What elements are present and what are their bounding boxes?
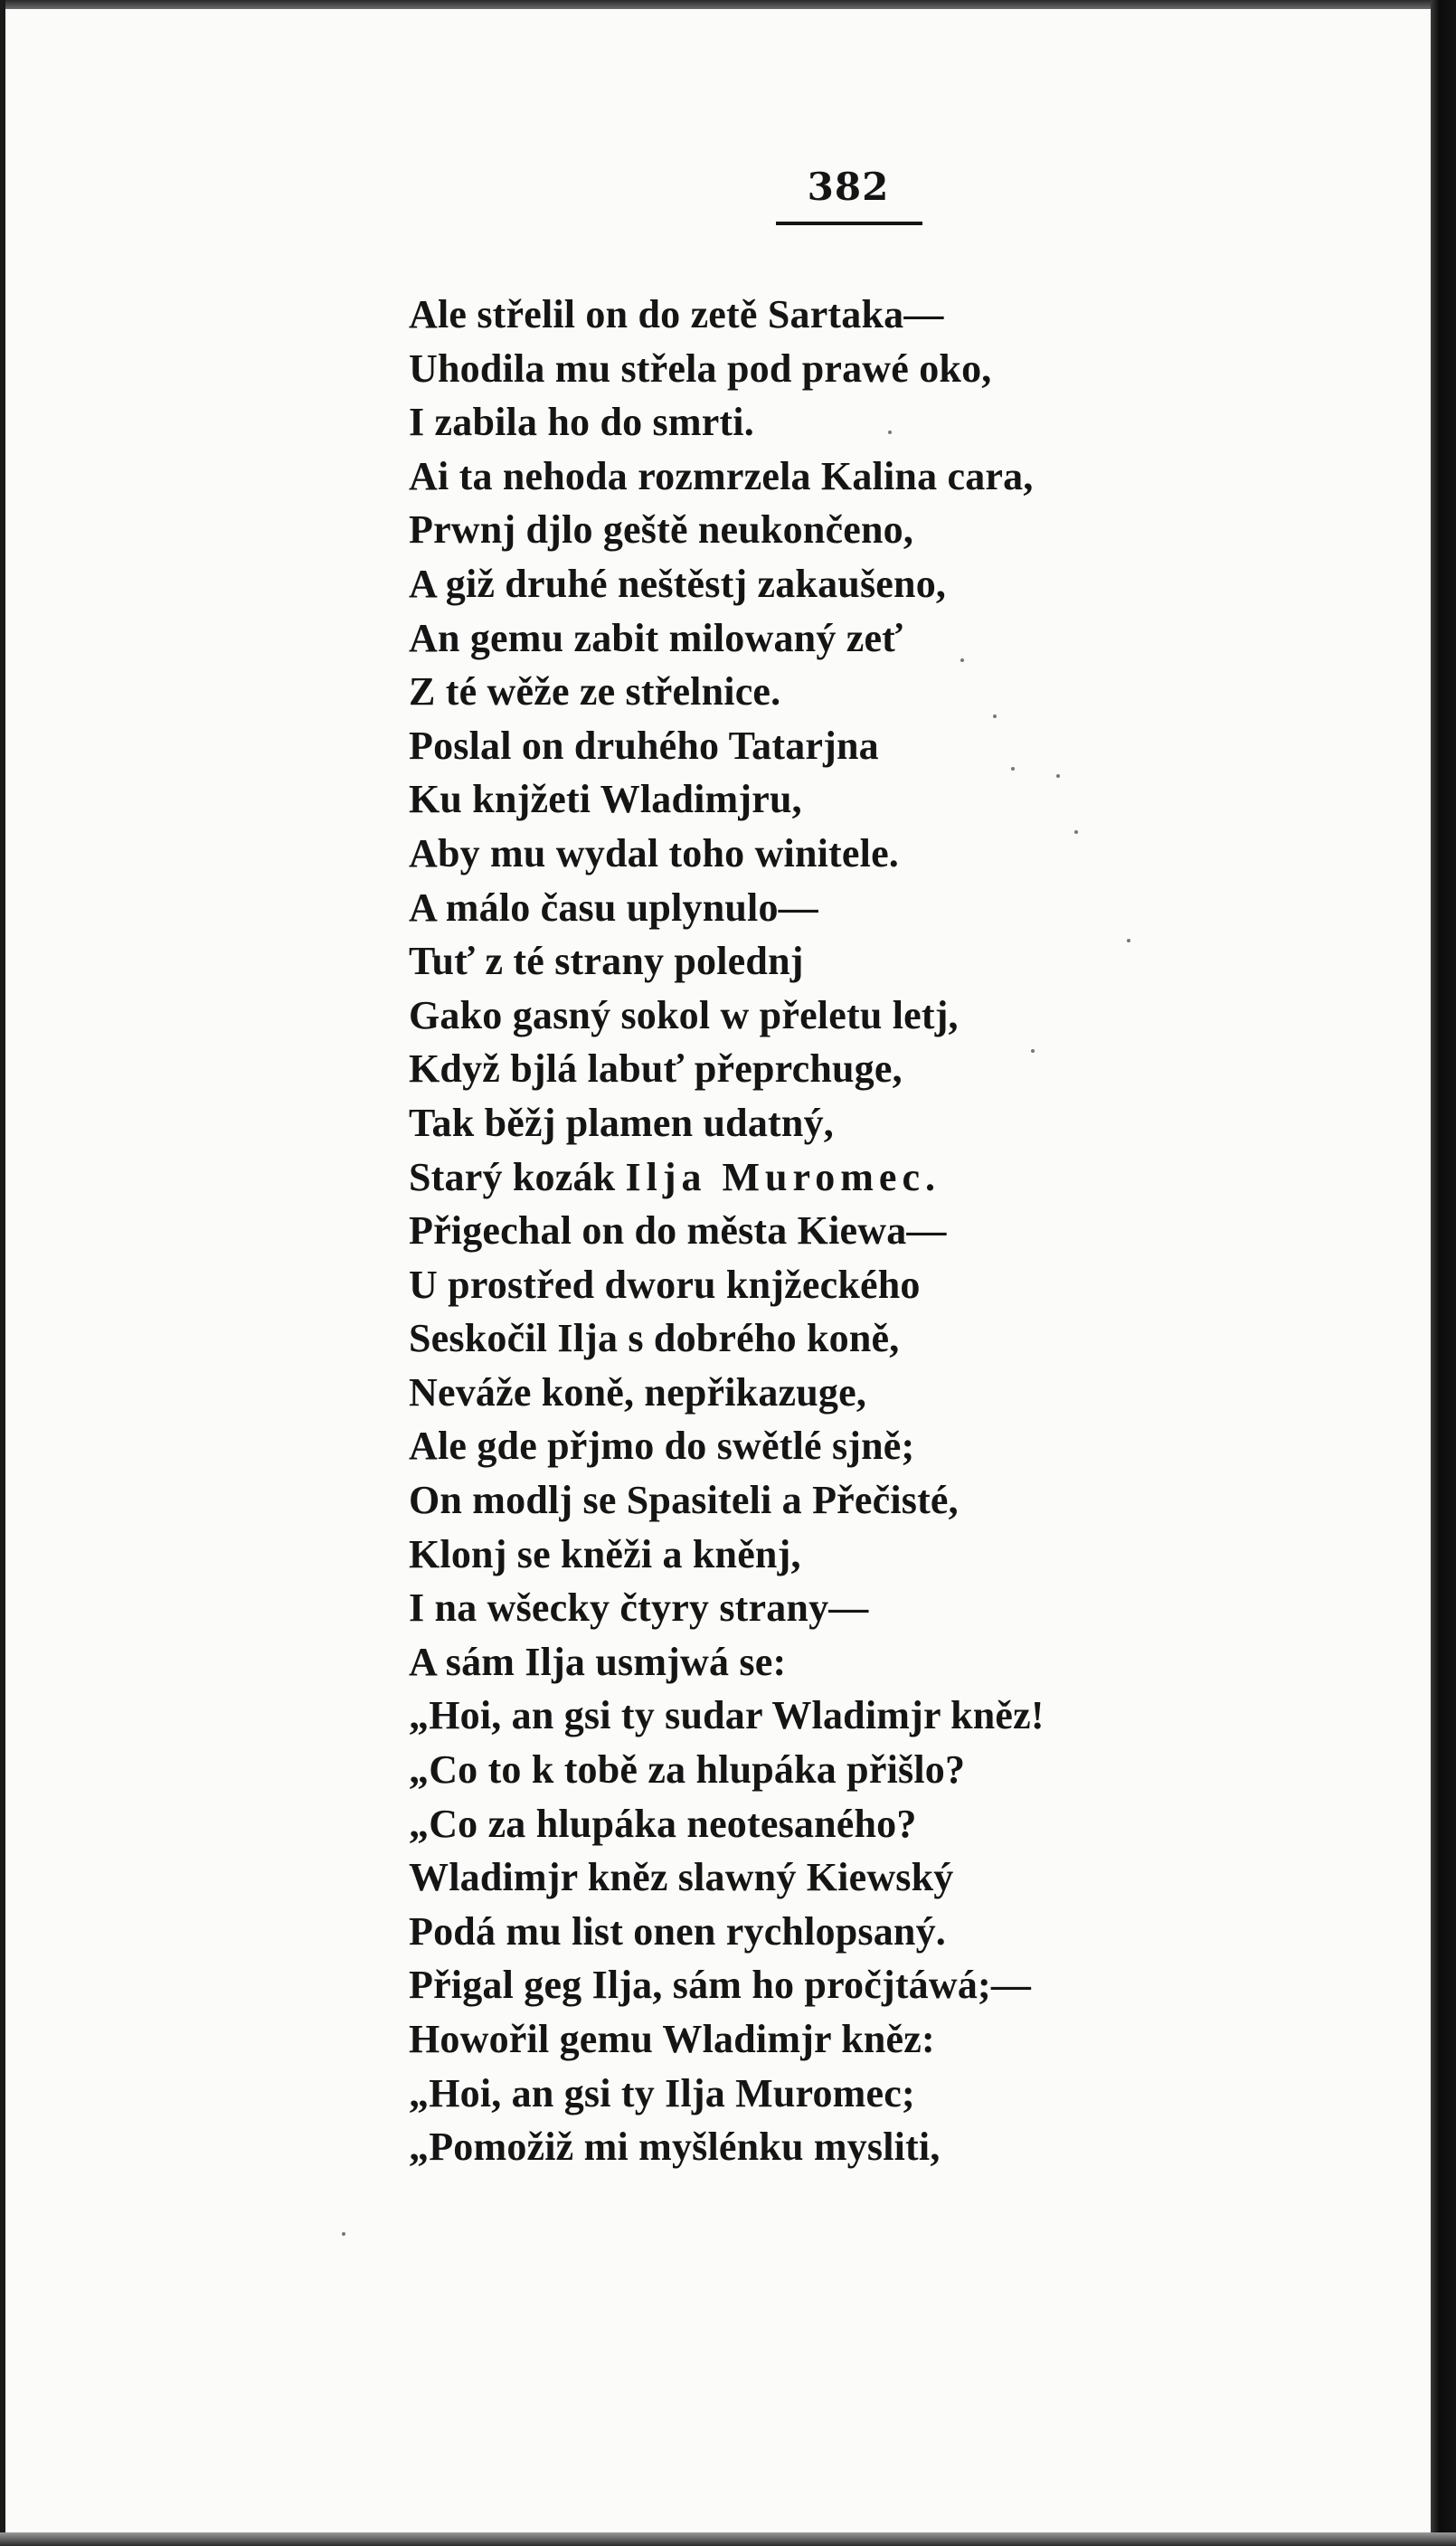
poem-line-text: On modlj se Spasiteli a Přečisté, <box>409 1478 959 1523</box>
poem-line-text: Podá mu list onen rychlopsaný. <box>409 1908 946 1954</box>
poem-line <box>409 1419 1404 1473</box>
poem-line <box>409 1689 1404 1743</box>
poem-line-text: Ale gde přjmo do swětlé sjně; <box>409 1424 915 1469</box>
poem-line <box>409 881 1404 935</box>
poem-line-text: U prostřed dworu knjžeckého <box>409 1262 921 1307</box>
poem-line <box>409 611 1404 666</box>
poem-line <box>409 1905 1404 1959</box>
poem-line-text: Starý kozák <box>409 1154 626 1199</box>
poem-line <box>409 1958 1404 2012</box>
scan-edge-bottom <box>0 2532 1456 2546</box>
poem-line-text: Poslal on druhého Tatarjna <box>409 723 879 768</box>
poem-line-text: „Co za hlupáka neotesaného? <box>409 1801 917 1846</box>
poem-line <box>409 772 1404 827</box>
poem-line <box>409 989 1404 1043</box>
poem-line-text: Z té wěže ze střelnice. <box>409 669 781 715</box>
poem-line-text: Gako gasný sokol w přeletu letj, <box>409 992 959 1037</box>
page-number-rule <box>776 222 922 225</box>
poem-line-text: Přigechal on do města Kiewa— <box>409 1208 947 1254</box>
poem-line <box>409 557 1404 611</box>
poem-line <box>409 665 1404 719</box>
poem-line-text: Neváže koně, nepřikazuge, <box>409 1369 867 1415</box>
poem-line <box>409 1581 1404 1635</box>
poem-line-text: Tak běžj plamen udatný, <box>409 1100 834 1145</box>
poem-line <box>409 2120 1404 2174</box>
poem-line <box>409 288 1404 342</box>
poem-line-text: Howořil gemu Wladimjr kněz: <box>409 2017 935 2061</box>
poem-line <box>409 503 1404 557</box>
poem-line <box>409 1528 1404 1582</box>
poem-line-text: Tuť z té strany polednj <box>409 939 804 984</box>
poem-text <box>409 288 1404 2174</box>
poem-line <box>409 719 1404 773</box>
poem-line <box>409 1096 1404 1150</box>
poem-line-text: Přigal geg Ilja, sám ho pročjtáwá;— <box>409 1963 1032 2008</box>
poem-line-text: Prwnj djlo geště neukončeno, <box>409 507 914 553</box>
hero-name-spaced: Ilja Muromec. <box>625 1154 941 1199</box>
poem-line-text: I zabila ho do smrti. <box>409 400 754 445</box>
poem-line-text: Uhodila mu střela pod prawé oko, <box>409 345 992 391</box>
poem-line-text: Ale střelil on do zetě Sartaka— <box>409 292 944 336</box>
poem-line-text: Klonj se kněži a kněnj, <box>409 1531 801 1576</box>
poem-line-text: Ku knjžeti Wladimjru, <box>409 777 802 822</box>
poem-line <box>409 1042 1404 1096</box>
poem-line-text: „Hoi, an gsi ty sudar Wladimjr kněz! <box>409 1693 1045 1738</box>
poem-line-text: A málo času uplynulo— <box>409 885 818 930</box>
poem-line <box>409 1797 1404 1851</box>
poem-line <box>409 450 1404 504</box>
poem-line-text: A sám Ilja usmjwá se: <box>409 1639 787 1684</box>
scan-edge-top <box>0 0 1456 9</box>
scan-edge-right <box>1431 0 1456 2546</box>
poem-line-text: Aby mu wydal toho winitele. <box>409 830 899 875</box>
poem-line-text: An gemu zabit milowaný zeť <box>409 615 903 660</box>
scan-edge-left <box>0 0 5 2546</box>
poem-line-text: „Hoi, an gsi ty Ilja Muromec; <box>409 2070 915 2115</box>
poem-line-text: „Co to k tobě za hlupáka přišlo? <box>409 1747 966 1793</box>
poem-line-text: Když bjlá labuť přeprchuge, <box>409 1046 903 1092</box>
poem-line <box>409 827 1404 881</box>
poem-line <box>409 1150 1404 1205</box>
poem-line <box>409 395 1404 450</box>
poem-line <box>409 1635 1404 1689</box>
poem-line <box>409 1473 1404 1528</box>
poem-line-text: Wladimjr kněz slawný Kiewský <box>409 1855 954 1900</box>
poem-line <box>409 2012 1404 2067</box>
poem-line <box>409 1204 1404 1258</box>
poem-line <box>409 342 1404 396</box>
poem-line-text: Seskočil Ilja s dobrého koně, <box>409 1316 900 1361</box>
poem-line <box>409 1743 1404 1797</box>
poem-line <box>409 1311 1404 1366</box>
page-number: 382 <box>807 165 890 209</box>
poem-line <box>409 934 1404 989</box>
poem-line-text: „Pomožiž mi myšlénku mysliti, <box>409 2125 941 2170</box>
poem-line <box>409 1258 1404 1312</box>
poem-line <box>409 1850 1404 1905</box>
poem-line-text: A giž druhé neštěstj zakaušeno, <box>409 561 947 606</box>
poem-line-text: I na wšecky čtyry strany— <box>409 1585 869 1631</box>
poem-line <box>409 1366 1404 1420</box>
poem-line <box>409 2067 1404 2121</box>
poem-line-text: Ai ta nehoda rozmrzela Kalina cara, <box>409 453 1034 498</box>
